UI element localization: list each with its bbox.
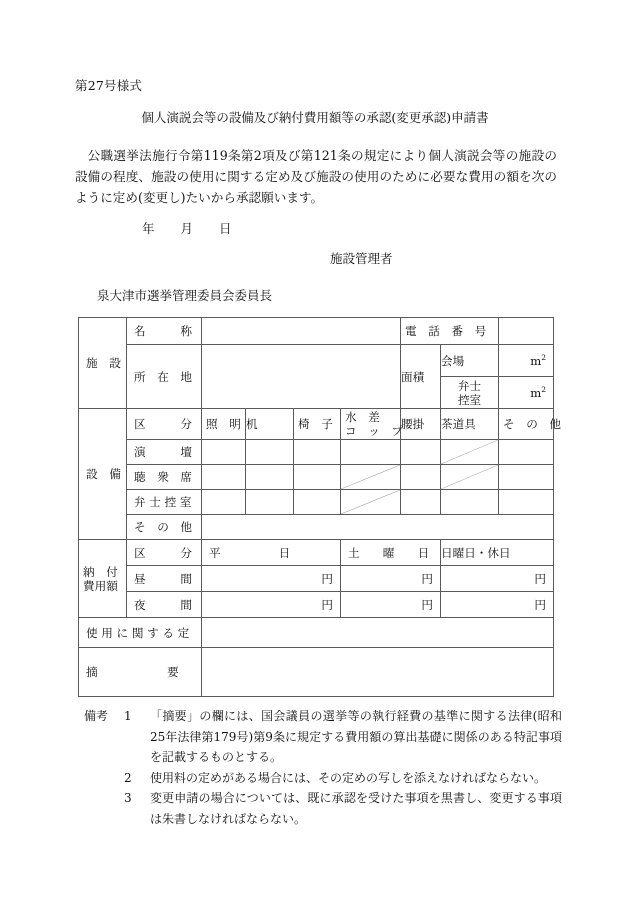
usage-rule-row <box>79 618 554 648</box>
equipment-row-greenroom <box>79 490 554 515</box>
payment-night-weekday[interactable]: 円 <box>202 592 341 618</box>
payment-row-label-night: 夜 間 <box>127 592 202 618</box>
equipment-cell[interactable] <box>499 465 554 490</box>
equipment-col-tea-set: 茶道具 <box>441 409 499 440</box>
equipment-cell-struck[interactable] <box>341 465 401 490</box>
payment-row-night <box>79 592 554 618</box>
diagonal-strike-icon <box>441 440 498 464</box>
payment-row-daytime <box>79 566 554 592</box>
payment-header-row <box>79 540 554 566</box>
facility-area-greenroom-value[interactable]: $m^2$ <box>499 377 554 409</box>
addressee: 泉大津市選挙管理委員会委員長 <box>97 288 273 303</box>
equipment-col-other: そ の 他 <box>499 409 554 440</box>
note-number: 3 <box>124 791 132 805</box>
payment-col-division: 区 分 <box>127 540 202 566</box>
facility-tel-label: 電 話 番 号 <box>401 318 499 345</box>
equipment-cell[interactable] <box>441 490 499 515</box>
note-item <box>84 706 562 768</box>
facility-section-label: 施 設 <box>79 318 127 409</box>
equipment-row-podium <box>79 440 554 465</box>
equipment-col-water-cup: 水 差 コ ッ プ <box>341 409 401 440</box>
equipment-cell-struck[interactable] <box>441 465 499 490</box>
note-number: 2 <box>124 770 132 785</box>
date-month-label: 月 <box>180 221 194 236</box>
remarks-label: 摘 要 <box>79 648 202 697</box>
note-item <box>84 788 562 829</box>
square-unit-superscript: 2 <box>541 352 547 362</box>
equipment-row-label-audience: 聴 衆 席 <box>127 465 202 490</box>
date-line <box>142 219 232 237</box>
equipment-row-label-other: そ の 他 <box>127 515 202 540</box>
facility-manager-label: 施設管理者 <box>330 251 393 266</box>
equipment-cell[interactable] <box>294 465 341 490</box>
application-table <box>78 317 561 697</box>
facility-address-label: 所 在 地 <box>127 345 202 409</box>
equipment-row-other <box>79 515 554 540</box>
equipment-other-value[interactable] <box>202 515 554 540</box>
usage-rule-label: 使 用 に 関 す る 定 <box>79 618 202 648</box>
facility-area-venue-value[interactable]: $m^2$ <box>499 345 554 377</box>
equipment-cell[interactable] <box>246 490 294 515</box>
equipment-col-chair: 椅 子 <box>294 409 341 440</box>
equipment-cell[interactable] <box>401 465 441 490</box>
equipment-header-row <box>79 409 554 440</box>
note-text: 「摘要」の欄には、国会議員の選挙等の執行経費の基準に関する法律(昭和25年法律第179号)第9条に規定する費用額の算出基礎に関係のある特記事項を記載するものとする。 <box>150 709 562 764</box>
date-day-label: 日 <box>219 221 232 236</box>
facility-area-label: 面積 <box>401 345 441 409</box>
facility-name-row <box>79 318 554 345</box>
note-item <box>84 768 562 789</box>
equipment-row-label-greenroom: 弁 士 控 室 <box>127 490 202 515</box>
equipment-cell[interactable] <box>401 440 441 465</box>
facility-name-label: 名 称 <box>127 318 202 345</box>
facility-area-venue-label: 会場 <box>441 345 499 377</box>
equipment-cell[interactable] <box>246 440 294 465</box>
square-unit-superscript: 2 <box>541 384 547 394</box>
remarks-row <box>79 648 554 697</box>
diagonal-strike-icon <box>341 465 400 489</box>
payment-col-saturday: 土 曜 日 <box>341 540 441 566</box>
note-number: 1 <box>124 709 132 723</box>
payment-col-weekday: 平 日 <box>202 540 341 566</box>
equipment-col-bench: 腰掛 <box>401 409 441 440</box>
notes-lead-label: 備考 <box>84 709 109 723</box>
equipment-cell[interactable] <box>246 465 294 490</box>
diagonal-strike-icon <box>341 490 400 514</box>
date-year-label: 年 <box>142 221 155 236</box>
equipment-cell[interactable] <box>341 440 401 465</box>
facility-name-value[interactable] <box>202 318 401 345</box>
payment-section-label: 納 付 費用額 <box>79 540 127 618</box>
equipment-col-lighting: 照 明 <box>202 409 246 440</box>
payment-daytime-sunday[interactable]: 円 <box>441 566 554 592</box>
equipment-cell[interactable] <box>202 440 246 465</box>
facility-address-value[interactable] <box>202 345 401 409</box>
payment-daytime-weekday[interactable]: 円 <box>202 566 341 592</box>
equipment-row-audience <box>79 465 554 490</box>
payment-col-sunday-holiday: 日曜日・休日 <box>441 540 554 566</box>
equipment-cell[interactable] <box>499 490 554 515</box>
equipment-col-desk: 机 <box>246 409 294 440</box>
diagonal-strike-icon <box>441 465 498 489</box>
form-number: 第27号様式 <box>75 78 143 93</box>
equipment-cell[interactable] <box>202 465 246 490</box>
equipment-col-division: 区 分 <box>127 409 202 440</box>
equipment-cell[interactable] <box>401 490 441 515</box>
equipment-row-label-podium: 演 壇 <box>127 440 202 465</box>
notes-section <box>84 706 562 829</box>
intro-paragraph: 公職選挙法施行令第119条第2項及び第121条の規定により個人演説会等の施設の設備の程度、施設の使用に関する定め及び施設の使用のために必要な費用の額を次のように定め(変更し)たいから承認願います。 <box>75 148 557 205</box>
note-text: 使用料の定めがある場合には、その定めの写しを添えなければならない。 <box>150 770 547 785</box>
facility-address-row-venue <box>79 345 554 377</box>
payment-night-saturday[interactable]: 円 <box>341 592 441 618</box>
document-title: 個人演説会等の設備及び納付費用額等の承認(変更承認)申請書 <box>141 110 489 125</box>
usage-rule-value[interactable] <box>202 618 554 648</box>
payment-daytime-saturday[interactable]: 円 <box>341 566 441 592</box>
equipment-cell[interactable] <box>294 440 341 465</box>
payment-row-label-daytime: 昼 間 <box>127 566 202 592</box>
facility-area-greenroom-label: 弁士 控室 <box>441 377 499 409</box>
equipment-cell[interactable] <box>202 490 246 515</box>
equipment-cell-struck[interactable] <box>341 490 401 515</box>
equipment-cell-struck[interactable] <box>441 440 499 465</box>
payment-night-sunday[interactable]: 円 <box>441 592 554 618</box>
equipment-section-label: 設 備 <box>79 409 127 540</box>
facility-tel-value[interactable] <box>499 318 554 345</box>
note-text: 変更申請の場合については、既に承認を受けた事項を黒書し、変更する事項は朱書しなければならない。 <box>150 791 562 826</box>
equipment-cell[interactable] <box>294 490 341 515</box>
equipment-cell[interactable] <box>499 440 554 465</box>
remarks-value[interactable] <box>202 648 554 697</box>
